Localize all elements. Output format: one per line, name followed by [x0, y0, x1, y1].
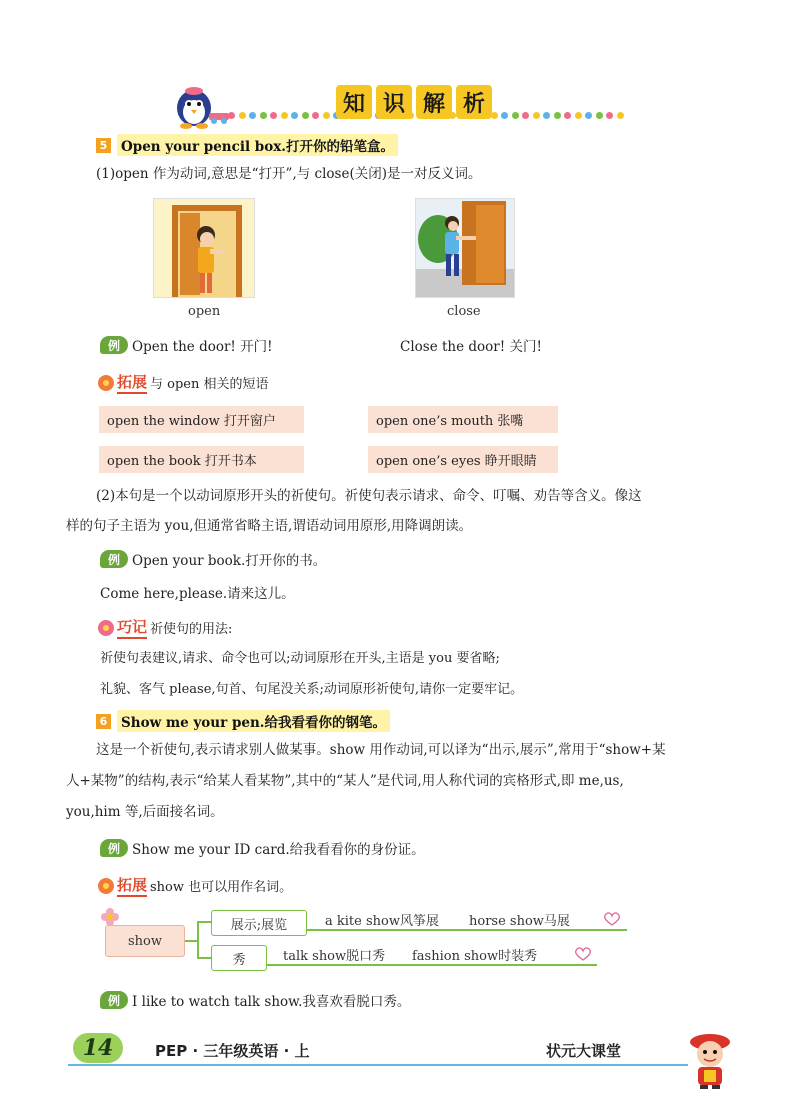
example-badge: 例	[100, 991, 128, 1009]
rhyme-line-2: 礼貌、客气 please,句首、句尾没关系;动词原形祈使句,请你一定要牢记。	[100, 682, 524, 697]
decorative-dot	[606, 112, 613, 119]
decorative-dot	[239, 112, 246, 119]
footer-book-title: PEP · 三年级英语 · 上	[155, 1042, 310, 1060]
mindmap-item: talk show脱口秀	[283, 949, 386, 964]
mindmap-connector	[197, 957, 211, 959]
section-6-heading	[96, 710, 390, 732]
toy-car-icon	[208, 110, 230, 124]
decorative-dot	[575, 112, 582, 119]
extend-text: show 也可以用作名词。	[150, 880, 293, 895]
remember-text: 祈使句的用法:	[150, 622, 233, 637]
open-door-illustration	[153, 198, 255, 298]
mindmap-item: horse show马展	[469, 914, 570, 929]
decorative-dot	[312, 112, 319, 119]
decorative-dot	[543, 112, 550, 119]
phrase-box: open the window 打开窗户	[99, 406, 304, 433]
section-heading-text: Show me your pen.给我看看你的钢笔。	[117, 710, 390, 732]
remember-word: 巧记	[117, 616, 147, 639]
close-door-illustration	[415, 198, 515, 298]
example-text: Close the door! 关门!	[400, 339, 542, 355]
mindmap-root: show	[105, 925, 185, 957]
example-badge: 例	[100, 336, 128, 354]
footer-rule	[68, 1064, 688, 1066]
extend-word: 拓展	[117, 874, 147, 897]
mindmap-item: a kite show风筝展	[325, 914, 439, 929]
mindmap-item: fashion show时装秀	[412, 949, 538, 964]
decorative-dot	[323, 112, 330, 119]
mindmap-connector	[185, 940, 197, 942]
decorative-dot	[554, 112, 561, 119]
caption-open: open	[188, 304, 221, 319]
section-5-heading	[96, 134, 398, 156]
example-talk-show	[100, 990, 410, 1010]
example-come-here	[100, 582, 295, 602]
title-char: 解	[416, 85, 452, 119]
example-text: Show me your ID card.给我看看你的身份证。	[132, 842, 425, 858]
decorative-dot	[533, 112, 540, 119]
point-2-line-1: (2)本句是一个以动词原形开头的祈使句。祈使句表示请求、命令、叮嘱、劝告等含义。像这	[96, 488, 642, 504]
tulip-icon	[98, 620, 114, 636]
mascot-boy-icon	[684, 1030, 736, 1090]
point-1-text: (1)open 作为动词,意思是“打开”,与 close(关闭)是一对反义词。	[96, 166, 482, 182]
phrase-box: open one’s mouth 张嘴	[368, 406, 558, 433]
example-badge: 例	[100, 550, 128, 568]
mindmap-branch-2: 秀	[211, 945, 267, 971]
example-open-door	[100, 335, 273, 355]
decorative-dot	[564, 112, 571, 119]
example-text: Come here,please.请来这儿。	[100, 586, 295, 602]
flower-icon	[98, 375, 114, 391]
extend-label-open	[98, 371, 269, 394]
mindmap-branch-1: 展示;展览	[211, 910, 307, 936]
decorative-dot	[512, 112, 519, 119]
example-badge: 例	[100, 839, 128, 857]
decorative-dot	[302, 112, 309, 119]
extend-tag	[98, 371, 150, 394]
section-heading-text: Open your pencil box.打开你的铅笔盒。	[117, 134, 398, 156]
footer-series-name: 状元大课堂	[546, 1042, 622, 1060]
mindmap-connector	[197, 921, 211, 923]
extend-word: 拓展	[117, 371, 147, 394]
section-number: 5	[96, 138, 111, 153]
example-close-door	[400, 335, 542, 355]
decorative-dot	[522, 112, 529, 119]
mindmap-connector	[197, 921, 199, 959]
extend-label-show	[98, 874, 292, 897]
section-number: 6	[96, 714, 111, 729]
title-char: 析	[456, 85, 492, 119]
example-text: Open your book.打开你的书。	[132, 553, 327, 569]
phrase-box: open the book 打开书本	[99, 446, 304, 473]
title-char: 识	[376, 85, 412, 119]
decorative-dot	[596, 112, 603, 119]
decorative-dot	[291, 112, 298, 119]
decorative-dot	[249, 112, 256, 119]
point-2-line-2: 样的句子主语为 you,但通常省略主语,谓语动词用原形,用降调朗读。	[66, 518, 473, 534]
mindmap-underline	[307, 929, 627, 931]
example-text: Open the door! 开门!	[132, 339, 273, 355]
blossom-icon	[100, 907, 120, 927]
section-6-para-line-2: 人+某物”的结构,表示“给某人看某物”,其中的“某人”是代词,用人称代词的宾格形式,即 me,us,	[66, 773, 624, 789]
example-text: I like to watch talk show.我喜欢看脱口秀。	[132, 994, 411, 1010]
phrase-box: open one’s eyes 睁开眼睛	[368, 446, 558, 473]
example-open-book	[100, 549, 326, 569]
title-char: 知	[336, 85, 372, 119]
flower-icon	[98, 878, 114, 894]
decorative-dot	[281, 112, 288, 119]
mindmap-underline	[267, 964, 597, 966]
decorative-dot	[270, 112, 277, 119]
caption-close: close	[447, 304, 481, 319]
remember-tag	[98, 616, 150, 639]
remember-label	[98, 616, 232, 639]
section-6-para-line-1: 这是一个祈使句,表示请求别人做某事。show 用作动词,可以译为“出示,展示”,常用于“show+某	[96, 742, 666, 758]
decorative-dot	[617, 112, 624, 119]
section-6-para-line-3: you,him 等,后面接名词。	[66, 804, 224, 820]
example-id-card	[100, 838, 425, 858]
decorative-dot	[585, 112, 592, 119]
decorative-dot	[260, 112, 267, 119]
page-number: 14	[73, 1033, 123, 1063]
extend-tag	[98, 874, 150, 897]
decorative-dot	[501, 112, 508, 119]
rhyme-line-1: 祈使句表建议,请求、命令也可以;动词原形在开头,主语是 you 要省略;	[100, 651, 500, 666]
heart-icon	[603, 912, 621, 926]
decorative-dot	[228, 112, 235, 119]
heart-icon	[574, 947, 592, 961]
extend-text: 与 open 相关的短语	[150, 377, 269, 392]
